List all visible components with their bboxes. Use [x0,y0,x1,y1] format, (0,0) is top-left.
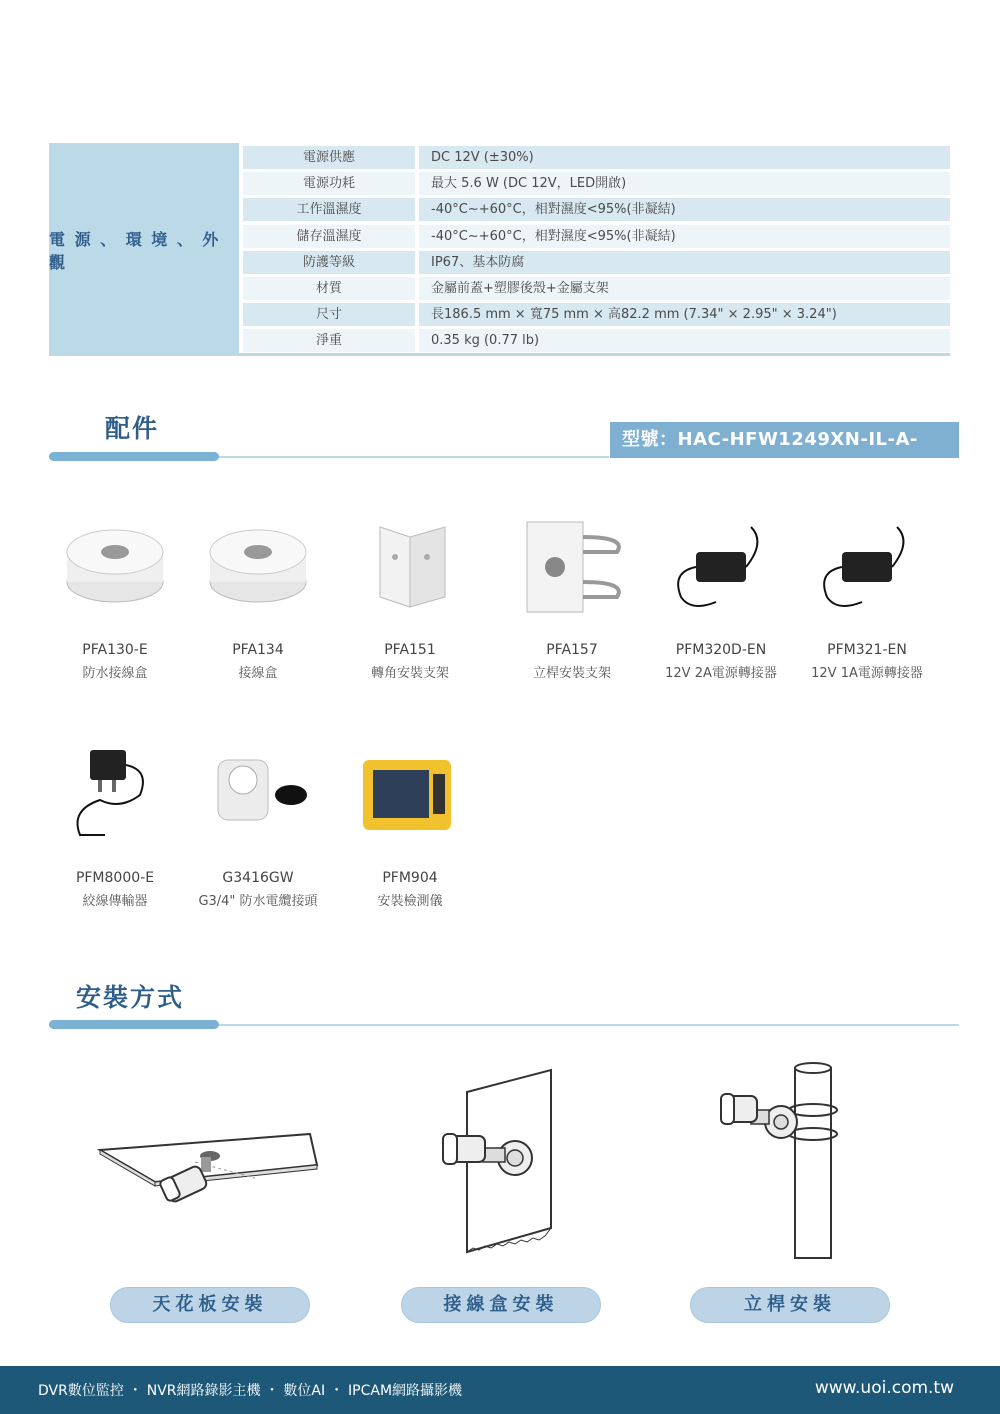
spec-row [243,277,950,300]
spec-label: 工作溫濕度 [243,198,415,221]
spec-label: 電源供應 [243,146,415,169]
spec-value: IP67、基本防腐 [415,251,950,274]
spec-row [243,251,950,274]
accessories-rule-accent [49,452,219,461]
spec-row [243,303,950,326]
accessory-code: PFM904 [382,870,438,886]
footer-categories: DVR數位監控 ・ NVR網路錄影主機 ・ 數位AI ・ IPCAM網路攝影機 [38,1383,463,1399]
transmitter-icon [60,740,170,850]
cable-gland-icon [203,740,313,850]
install-title: 安裝方式 [76,983,185,1012]
spec-row [243,225,950,248]
spec-row [243,198,950,221]
install-pole-label: 立桿安裝 [690,1287,890,1323]
footer-website-link[interactable]: www.uoi.com.tw [814,1378,954,1398]
accessory-item [792,512,942,681]
test-monitor-icon [355,740,465,850]
accessory-code: PFM8000-E [75,870,155,886]
accessory-item [646,512,796,681]
junction-box-icon [203,512,313,622]
accessory-desc: 絞線傳輸器 [82,894,148,909]
spec-label: 淨重 [243,329,415,352]
spec-label: 尺寸 [243,303,415,326]
accessory-desc: G3/4" 防水電纜接頭 [198,894,318,909]
spec-row [243,146,950,169]
model-tag: 型號：HAC-HFW1249XN-IL-A-PRO [610,422,959,458]
accessory-desc: 防水接線盒 [82,666,148,681]
spec-label: 儲存溫濕度 [243,225,415,248]
accessory-desc: 安裝檢測儀 [377,894,443,909]
install-junction-box-label: 接線盒安裝 [401,1287,601,1323]
accessory-item [40,512,190,681]
spec-value: 最大 5.6 W (DC 12V，LED開啟) [415,172,950,195]
accessory-item [497,512,647,681]
accessory-code: PFA130-E [82,642,148,658]
accessory-item [335,740,485,909]
spec-value: 金屬前蓋+塑膠後殼+金屬支架 [415,277,950,300]
accessory-desc: 接線盒 [238,666,278,681]
pole-bracket-icon [517,512,627,622]
accessory-desc: 12V 2A電源轉接器 [665,666,777,681]
spec-row [243,329,950,352]
spec-label: 電源功耗 [243,172,415,195]
spec-value: -40°C~+60°C，相對濕度<95%(非凝結) [415,225,950,248]
install-rule-accent [49,1020,219,1029]
accessory-desc: 立桿安裝支架 [532,666,611,681]
junction-box-icon [60,512,170,622]
pole-mount-icon [715,1062,845,1262]
spec-value: DC 12V (±30%) [415,146,950,169]
accessory-code: PFA157 [546,642,598,658]
corner-bracket-icon [355,512,465,622]
accessory-desc: 12V 1A電源轉接器 [811,666,923,681]
accessory-code: PFA151 [384,642,436,658]
spec-category: 電 源 、 環 境 、 外 觀 [49,143,239,356]
accessory-item [40,740,190,909]
spec-label: 防護等級 [243,251,415,274]
accessories-title: 配件 [105,414,160,443]
accessory-code: PFA134 [232,642,284,658]
accessory-code: PFM321-EN [827,642,907,658]
spec-value: 0.35 kg (0.77 lb) [415,329,950,352]
spec-value: -40°C~+60°C，相對濕度<95%(非凝結) [415,198,950,221]
accessory-item [335,512,485,681]
wall-mount-icon [435,1068,565,1258]
power-adapter-icon [666,512,776,622]
accessory-code: G3416GW [222,870,294,886]
accessory-desc: 轉角安裝支架 [370,666,449,681]
footer [0,1366,1000,1414]
accessory-item [183,512,333,681]
ceiling-mount-icon [95,1120,325,1220]
accessory-code: PFM320D-EN [675,642,767,658]
install-ceiling-label: 天花板安裝 [110,1287,310,1323]
accessory-item [183,740,333,909]
spec-row [243,172,950,195]
spec-value: 長186.5 mm × 寬75 mm × 高82.2 mm (7.34" × 2.95" × 3.24") [415,303,950,326]
power-adapter-icon [812,512,922,622]
spec-bottom-rule [49,353,950,356]
spec-label: 材質 [243,277,415,300]
